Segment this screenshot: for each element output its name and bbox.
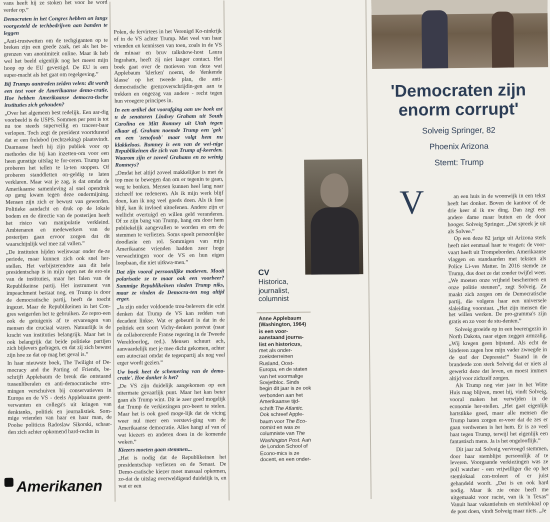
portrait-head xyxy=(320,173,348,207)
cv-bio-line: The Atlantic. xyxy=(274,405,304,412)
question: Dat zijn vooral persoonlijke motieven. Mooit polarisatie ze te maar ook een voorbeer? Sommige Republikeinen vinden Trump niks, maar ze vinden de Democra-ten nog altijd erger. xyxy=(116,268,225,304)
question: Bij Trumps aantreden zeiden velen: dit wordt een test voor de Amerikaanse demo-cratie. Hoe hebben Amerikaanse democra-tische instituties zich gehouden? xyxy=(4,80,109,109)
article-column-1 xyxy=(3,0,112,438)
cv-box xyxy=(258,268,313,304)
paragraph: „Over het algemeen best redelijk. Een aar-dig voorbeeld is de USPS. Sommen per post is tot nu toe steeds superveilig en traceer-baar verlopen. Toch zegt de president voortdurend dat er een frelebod (rechtzeking) plaatsvindt. Daarnaase heeft hij zijn publiek voor op methodes die hij kan inzetten-om voor een heen gunstige uitslag te for-ceren. Trump kan proberen het tellen te la-ten stoppen. Of proberen standdletten on-geldig te laten verklaren. Maar wat je zag, is dat omdat de Amerikaanse samenleving al snel opendruk op gang kwam tegen deze ondermijning. Mensen zijn zich er bewust van geworden. Politieke aandacht en druk op de lokale bodem en de directie van de posterijen heeft het risico van manipulatie verkleind. Ambtenaren en medewerkers van de posterijen gaan ervoor zorgen dat dit waarschijnlijk wel mee zal vallen.” xyxy=(4,109,110,248)
paragraph: an een huis in de woonwijk in een tekst heeft het donker. Boven de kantoor of de drie keer al ik uw ding. Dan zegt een andere dame maar buiten en de door hooger. Solveig Springer. „Dat spreek je uit als Solvee.” xyxy=(447,193,546,235)
cv-bio-line: met als onder-zoeksterreinen Rusland, Oost-Europa, en de staten van het voormalige Sovjetbloc. Sinds begin dit jaar is ze ook verbonden aan het Amerikaanse tijd-schrift xyxy=(259,347,312,412)
cv-bio xyxy=(259,316,313,464)
paragraph: „Het is nodig dat de Republikeinen het presidentschap verliezen en de Senaat. De Demo-cratische kiezer moet massaal opkomen, zo-dat de uitslag overweldigend duidelijk is, en wat er een xyxy=(118,454,227,490)
byline-location: Phoenix Arizona xyxy=(429,141,489,152)
paragraph: Als Trump nog vier jaar in het Witte Huis mag blijven, moet hij, vindt Solveig, vooral maken het verwijden in de economie her-stellen. „Het gaat eigenlijk hartstikke goed, maar alle mensen die Trump haten zorgen er-voor dat de zes er gaan verdwenen is het hem. Er is zo veel haat tegen Trump, terwijl het eigenlijk een fantastisch mens. Ja is het ongelooflijk.” xyxy=(449,382,548,445)
question: Democraten in het Congres hebben on langs voorgesteld de techbedrijven aan banden te leggen xyxy=(3,15,108,37)
paragraph: Polen, de fervirtees in het Verenigd Ko-ninkrijk of in de VS achter Trump. Met veel van haar vrienden en kennissen van toen, zoals in de VS de minaar en bruv talkshow-host Laura Ingraham, heeft zij niet langer contact. Het boek gaat over de motieven van deze wat Applebaum 'klerken' noemt, de 'denkende klasse' op het tweede plan, die anti-democratische grenzoverschrijdin-gen aan te trekken en ongezag van andere - recht tegen hun vroegere principes in. xyxy=(113,28,223,105)
paragraph: „Omdat het altijd zoveel makkelijker is met de top mee te bewegen dan om er tegenin te gaan, weg te bonken. Mensen kunnen heel lang naar zichzelf toe redeneren. Als ik mijn werk blijf doen, kan ik nog veel goeds doen. Als ik fase blijf, kan ik invloed uitoefenen. Andere zijn er wellicht overtuigd en willen geld veranderen. Of ze zijn bang van Trump, bang om door hem publiekelijk aangevallen te worden en om de stemmen te verliezen. Soms speelt persoonlijke doodlasie een rol. Sommigen van mijn Amerikaanse vrienden hadden zeer hoge verwachtingen voor de VS en hun eigen loopbaan, die niet uitkwa-men.” xyxy=(115,169,225,267)
cv-bio-line: en was ze columniste van xyxy=(259,424,300,438)
section-heading: Amerikanen xyxy=(16,477,103,496)
article-column-2 xyxy=(114,29,227,492)
photo-figure xyxy=(421,10,448,68)
paragraph: In haar nieuwste boek, The Twilight of De-mocracy and the Parting of Friends, be-schrijft Applebaum de breuk die ontstaand tussenliberalen en anti-democratische stro-mingen verschuiven bij conservatieven in Europa en de VS - deels Applebaums geest-verwanten en collega's uit kringen van denktanks, politiek en journalistiek. Som-mige vrienden van haar en haar man, de Poolse politicus Radoslaw Sikorski, schaar-den zich achter opkomend hard-rechts in xyxy=(7,359,112,437)
article-column-4 xyxy=(447,193,548,517)
cv-bio-line: Ook schreef Apple-baum voor xyxy=(259,411,304,425)
byline-vote: Stemt: Trump xyxy=(434,157,484,168)
paragraph: „Anti-trustwetten om de techgiganten op te breken zijn een goede zaak, net als het be-grenzen van anonimiteit online. Maar ik heb wel het beeld eigenlijk nog het meest mijn hoop op de EU gevestigd. De EU is een super-macht als het gaat om regelgeving.” xyxy=(3,37,109,79)
top-photo xyxy=(371,0,548,69)
paragraph: Solveig groeide op in een boerengezin in North Dakota, naar eigen zeggen armzalig. „Wij kregen geen bijstand. Als echt de kinderen zagen hoe mijn vader zwoegde in de stof der Depressie!” Staand in de branderde zon sterk Solveig dat er niets al gewerkt deze dat leven, en moest immers altijd voor zichzelf zorgen. xyxy=(448,326,548,382)
photo-figure xyxy=(492,11,515,67)
section-marker-icon xyxy=(4,478,13,487)
question: Uw boek heet de schemering van de demo-cratie'. Hoe donker is het? xyxy=(117,368,226,383)
question: In een artikel dat voorafging aan uw boek ast u de senatoren Lindsey Graham uit South Carolina en Mitt Romney uit Utah tegen elkaar af. Graham noemde Trump een 'gek' en een 'zenofoob' maar volgt hem nu klakkeloos. Romney is een van de wei-nige Republikeinen die zich van Trump af-keerden. Waarom zijn er zoveel Grahams en zo weinig Romneys? xyxy=(114,106,224,169)
cv-name: Anne Applebaum xyxy=(258,315,302,323)
cv-bio-line: The Washington Post. xyxy=(259,431,305,444)
question: Kiezers moeten gaan stemmen... xyxy=(118,447,193,455)
column-rule xyxy=(365,0,371,499)
photo-sky xyxy=(371,0,547,15)
portrait-body xyxy=(311,207,360,274)
drop-cap: V xyxy=(399,184,425,222)
headline: 'Democraten zijn enorm corrupt' xyxy=(390,80,527,120)
paragraph: Dit jaar zal Solveig vervroegd stemmen, door haar stemblijst persoonlijk af te leveren. Voorgaande verkiezingen was ze poll watcher - een vrijwilliger die op het stemlokaal con-troleert of er juist gehandeld wordt. „Dat is en ook hard nodig. Maar ik zie onze heeft me uitgemaakt voor racist, van ik 'n Texas” Vanuit haar vakantiehuis en stemlokaal op de post doen, vindt Solveig maar niets. „Je xyxy=(450,445,549,515)
byline-name: Solveig Springer, 82 xyxy=(422,125,496,136)
paragraph: „De instituten hijden weliswaar onder de-ze periode, maar kunnen zich ook snel her-stellen. Het verbijsterendste aan dit hele presidentschap is in mijn ogen net de ero-sie van de instituties, maar het falen van de Republikeinse partij. Het instrument van impeachment bestaat nog, en Trump is door de democratische partij, heeft de toecht ingezet. Maar de Republikeinen in het Con-gres weigerden het te gebruiken. Ze repro-een ook de getuigenis af te ervarengen van mensen die cruciaal waren. Natuurlijk is de kracht van instituties belangrijk. Maar het is ook belangrijk dat beide politieke partijen zich bijlevers gedragen, en dat zij zich bewust zijn hoe ze dat op mag het geval is.” xyxy=(5,248,112,360)
paragraph: „Ja zijn onder voldoende trou-belevers die echt denken dat Trump de VS kan redden van decadent linkse. Wat er gebeurd is dat in de politiek een soort Vichy-denken postvat (naar de collaborerende Franse regering in de Tweede Wereldoorlog, red.). Mensen schuurt ach, aanvaardelijk met je mee dicht gekomen, achter een autocraat omdat de tegenpartij als nog veel erger wordt gezien.” xyxy=(116,303,226,367)
paragraph: vans heeft hij ze stoken het voor he word verder op.” xyxy=(3,0,108,14)
portrait-photo xyxy=(304,159,363,275)
cv-heading: CV xyxy=(258,268,270,278)
paragraph: Op een deze 82 jarige uit Arizona sterk heeft niet eenmaal haar te vragen: de voor-vaart heeft uit Trompeborden. Amerikaanse vlaggen en standaarden met teksten als Police Li-ves Matter. In 2016 stemde ze Trump, dus doet ze dat zonder twijfel weer. „We moeten onze vrijheid beschermen en onze politie steunen”, zegt Solveig. Ze maakt zich zorgen om de Democratische partij, die volgens haar een universele slaleiding voorstaat. „Het zijn mensen die het willen werken. De pro-gramma's zijn gratis en zo voor de stu-denten.” xyxy=(447,235,547,326)
paragraph: „De VS zijn duidelijk aangekomen op een uitermate gevaarlijk punt. Maar het kan beter gaan als Trump wint. Dit ie zeer goed mogelijk dat Trump de verkiezingen pro-beert te stelen. Maar het is ook goed moge-lijk dat de vicing weer nul meer een verstevi-ging van de Amerikaanse democratie. Alles hangt af van of wat kiezers en anderen doen in de komende weken.” xyxy=(117,382,226,446)
cv-subtitle: Historica, journalist, columnist xyxy=(258,276,290,304)
cv-bio-line: (Washington, 1964) is een voor-aanstaand journa-list en historicus, xyxy=(258,322,307,348)
cv-bio-line: Aan de London School of Econo-mics is ze docent, en een onder- xyxy=(260,437,311,464)
cv-bio-line: The Eco-nomist xyxy=(259,418,307,432)
cv-rule xyxy=(257,312,311,313)
